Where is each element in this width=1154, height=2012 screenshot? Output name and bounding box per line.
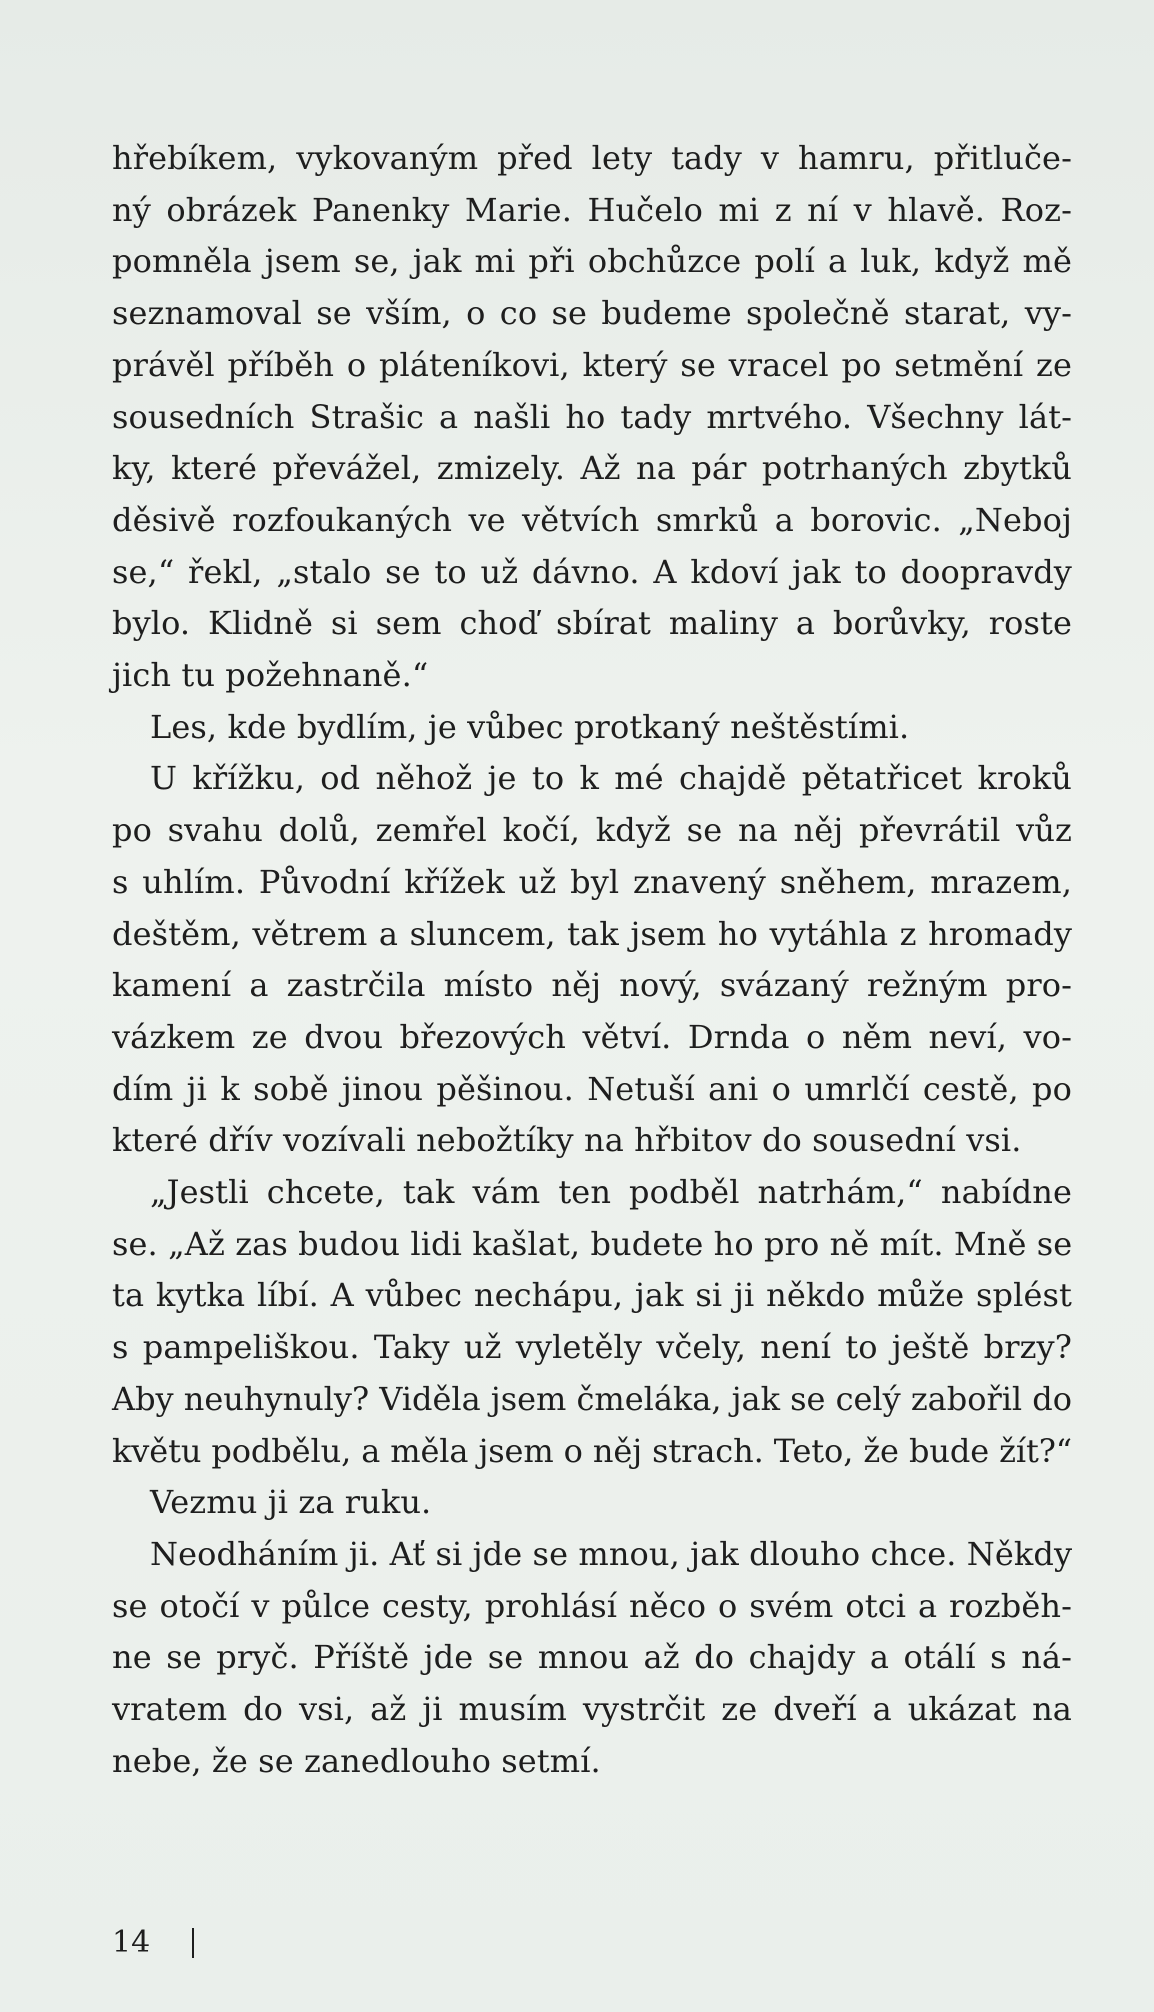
text-line: vratem do vsi, až ji musím vystrčit ze dveří a ukázat na — [112, 1690, 1072, 1729]
text-line: právěl příběh o pláteníkovi, který se vracel po setmění ze — [112, 345, 1072, 384]
text-line: Aby neuhynuly? Viděla jsem čmeláka, jak se celý zabořil do — [112, 1379, 1073, 1418]
paragraph — [112, 1477, 1072, 1529]
text-line: U křížku, od něhož je to k mé chajdě pětatřicet kroků — [150, 759, 1072, 798]
body-text — [112, 133, 1072, 1788]
text-line: se. „Až zas budou lidi kašlat, budete ho pro ně mít. Mně se — [112, 1224, 1073, 1263]
text-line: květu podbělu, a měla jsem o něj strach. Teto, že bude žít?“ — [112, 1431, 1072, 1470]
paragraph — [112, 702, 1072, 754]
text-line: sousedních Strašic a našli ho tady mrtvého. Všechny lát- — [112, 397, 1072, 436]
paragraph — [112, 753, 1072, 1167]
text-line: deštěm, větrem a sluncem, tak jsem ho vytáhla z hromady — [112, 914, 1072, 953]
text-line: dím ji k sobě jinou pěšinou. Netuší ani o umrlčí cestě, po — [112, 1069, 1072, 1108]
text-line: kamení a zastrčila místo něj nový, svázaný režným pro- — [112, 966, 1072, 1005]
footer-rule — [192, 1928, 194, 1958]
text-line: „Jestli chcete, tak vám ten podběl natrhám,“ nabídne — [150, 1173, 1072, 1212]
text-line: hřebíkem, vykovaným před lety tady v hamru, přitluče- — [112, 139, 1072, 177]
text-line: s uhlím. Původní křížek už byl znavený sněhem, mrazem, — [112, 862, 1072, 901]
paragraph — [112, 1167, 1072, 1477]
text-line: Les, kde bydlím, je vůbec protkaný neštěstími. — [150, 707, 910, 746]
text-line: pomněla jsem se, jak mi při obchůzce polí a luk, když mě — [112, 242, 1072, 281]
text-line: vázkem ze dvou březových větví. Drnda o něm neví, vo- — [112, 1017, 1072, 1056]
text-line: s pampeliškou. Taky už vyletěly včely, není to ještě brzy? — [112, 1328, 1072, 1367]
text-line: jich tu požehnaně.“ — [112, 656, 429, 695]
text-line: ne se pryč. Příště jde se mnou až do chajdy a otálí s ná- — [112, 1638, 1072, 1677]
text-line: Vezmu ji za ruku. — [150, 1483, 432, 1522]
text-line: nebe, že se zanedlouho setmí. — [112, 1741, 601, 1780]
text-line: po svahu dolů, zemřel kočí, když se na něj převrátil vůz — [112, 811, 1072, 850]
page-footer — [112, 1925, 194, 1960]
text-line: ný obrázek Panenky Marie. Hučelo mi z ní v hlavě. Roz- — [112, 190, 1072, 229]
text-line: seznamoval se vším, o co se budeme společně starat, vy- — [112, 294, 1072, 333]
text-line: Neodháním ji. Ať si jde se mnou, jak dlouho chce. Někdy — [150, 1534, 1073, 1573]
text-line: se otočí v půlce cesty, prohlásí něco o svém otci a rozběh- — [112, 1586, 1072, 1625]
page-number: 14 — [112, 1925, 151, 1960]
text-line: se,“ řekl, „stalo se to už dávno. A kdoví jak to doopravdy — [112, 552, 1072, 591]
paragraph — [112, 1529, 1072, 1788]
text-line: ta kytka líbí. A vůbec nechápu, jak si ji někdo může splést — [112, 1276, 1072, 1315]
text-line: děsivě rozfoukaných ve větvích smrků a borovic. „Neboj — [112, 500, 1072, 539]
paragraph — [112, 133, 1072, 702]
text-line: bylo. Klidně si sem choď sbírat maliny a borůvky, roste — [112, 604, 1072, 643]
text-line: ky, které převážel, zmizely. Až na pár potrhaných zbytků — [112, 449, 1072, 488]
text-line: které dřív vozívali nebožtíky na hřbitov do sousední vsi. — [112, 1121, 1022, 1160]
